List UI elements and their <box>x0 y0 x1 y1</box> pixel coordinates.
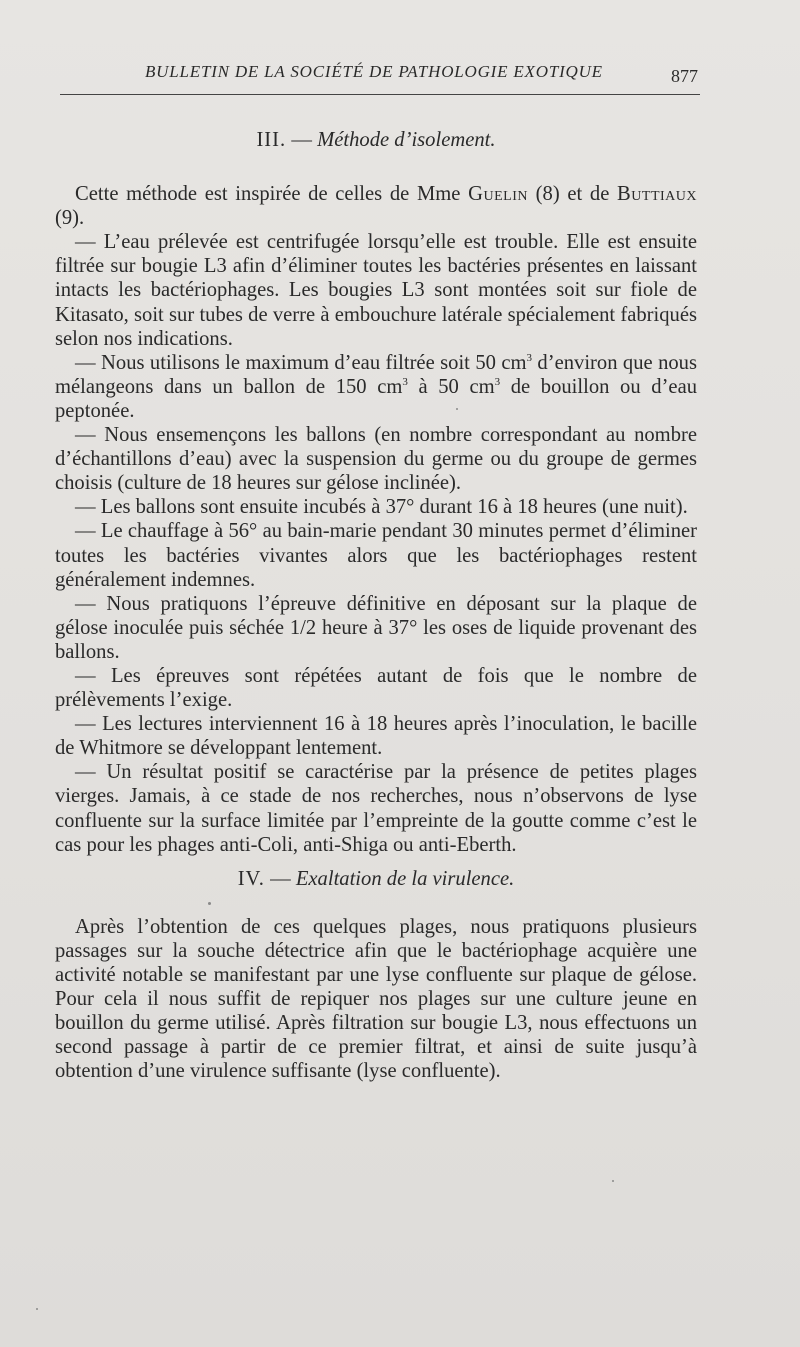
running-head: BULLETIN DE LA SOCIÉTÉ DE PATHOLOGIE EXOTIQUE <box>145 62 603 81</box>
section-title: Exaltation de la virulence. <box>295 867 515 890</box>
page-header <box>60 58 700 98</box>
text-run: — Nous utilisons le maximum d’eau filtrée soit 50 cm <box>75 351 527 374</box>
paragraph: — Les lectures interviennent 16 à 18 heures après l’inoculation, le bacille de Whitmore se développant lentement. <box>55 713 697 760</box>
section-dash: — <box>291 129 312 151</box>
superscript: 3 <box>402 375 408 388</box>
text-run: (8) et de <box>528 183 618 206</box>
paragraph <box>55 182 697 230</box>
author-name-guelin: Guelin <box>468 183 528 206</box>
paragraph: — Les ballons sont ensuite incubés à 37° durant 16 à 18 heures (une nuit). <box>75 496 688 519</box>
paragraph: — Nous ensemençons les ballons (en nombre correspondant au nombre d’échantillons d’eau) avec la suspension du germe ou du groupe de germes choisis (culture de 18 heures sur gélose inclinée). <box>55 424 697 495</box>
text-run: Cette méthode est inspirée de celles de Mme <box>75 183 469 206</box>
text-run: à 50 cm <box>407 375 495 398</box>
paragraph: Après l’obtention de ces quelques plages, nous pratiquons plusieurs passages sur la souche détectrice afin que le bactériophage acquière une activité notable se manifestant par une lyse confluente sur plaque de gélose. Pour cela il nous suffit de repiquer nos plages sur une culture jeune en bouillon du germe utilisé. Après filtration sur bougie L3, nous effectuons un second passage à partir de ce premier filtrat, et ainsi de suite jusqu’à obtention d’une virulence suffisante (lyse confluente). <box>55 915 697 1083</box>
section-heading-4 <box>55 867 697 891</box>
paragraph: — Un résultat positif se caractérise par la présence de petites plages vierges. Jamais, à ce stade de nos recherches, nous n’observons de lyse confluente sur la surface limitée par l’empreinte de la goutte comme c’est le cas pour les phages anti-Coli, anti-Shiga ou anti-Eberth. <box>55 761 697 856</box>
paragraph: — L’eau prélevée est centrifugée lorsqu’elle est trouble. Elle est ensuite filtrée sur bougie L3 afin d’éliminer toutes les bactéries présentes en laissant intacts les bactériophages. Les bougies L3 sont montées soit sur fiole de Kitasato, soit sur tubes de verre à embouchure latérale spécialement fabriqués selon nos indications. <box>55 231 697 350</box>
section-dash: — <box>270 867 291 890</box>
scan-speck <box>208 902 211 905</box>
body-text <box>55 118 697 1083</box>
text-run: d’environ que nous mélangeons dans un ballon de 150 cm <box>55 351 697 398</box>
paragraph: — Les épreuves sont répétées autant de fois que le nombre de prélèvements l’exige. <box>55 664 697 712</box>
section-heading-3 <box>55 128 697 152</box>
text-run: de bouillon ou d’eau peptonée. <box>55 375 698 422</box>
superscript: 3 <box>494 375 501 388</box>
page-number: 877 <box>671 66 698 86</box>
paragraph: — Le chauffage à 56° au bain-marie pendant 30 minutes permet d’éliminer toutes les bactéries vivantes alors que les bactériophages restent généralement indemnes. <box>55 520 697 591</box>
superscript: 3 <box>526 351 532 364</box>
author-name-buttiaux: Buttiaux <box>617 183 697 206</box>
paragraph: — Nous pratiquons l’épreuve définitive en déposant sur la plaque de gélose inoculée puis séchée 1/2 heure à 37° les oses de liquide provenant des ballons. <box>55 592 697 663</box>
section-title: Méthode d’isolement. <box>317 129 496 151</box>
section-number: IV. <box>237 867 265 890</box>
text-run: (9). <box>55 207 85 230</box>
scan-speck <box>612 1180 614 1182</box>
scan-speck <box>456 408 458 410</box>
paragraph <box>55 351 697 423</box>
header-rule <box>60 94 700 95</box>
scan-speck <box>36 1308 38 1310</box>
section-number: III. <box>256 129 287 151</box>
